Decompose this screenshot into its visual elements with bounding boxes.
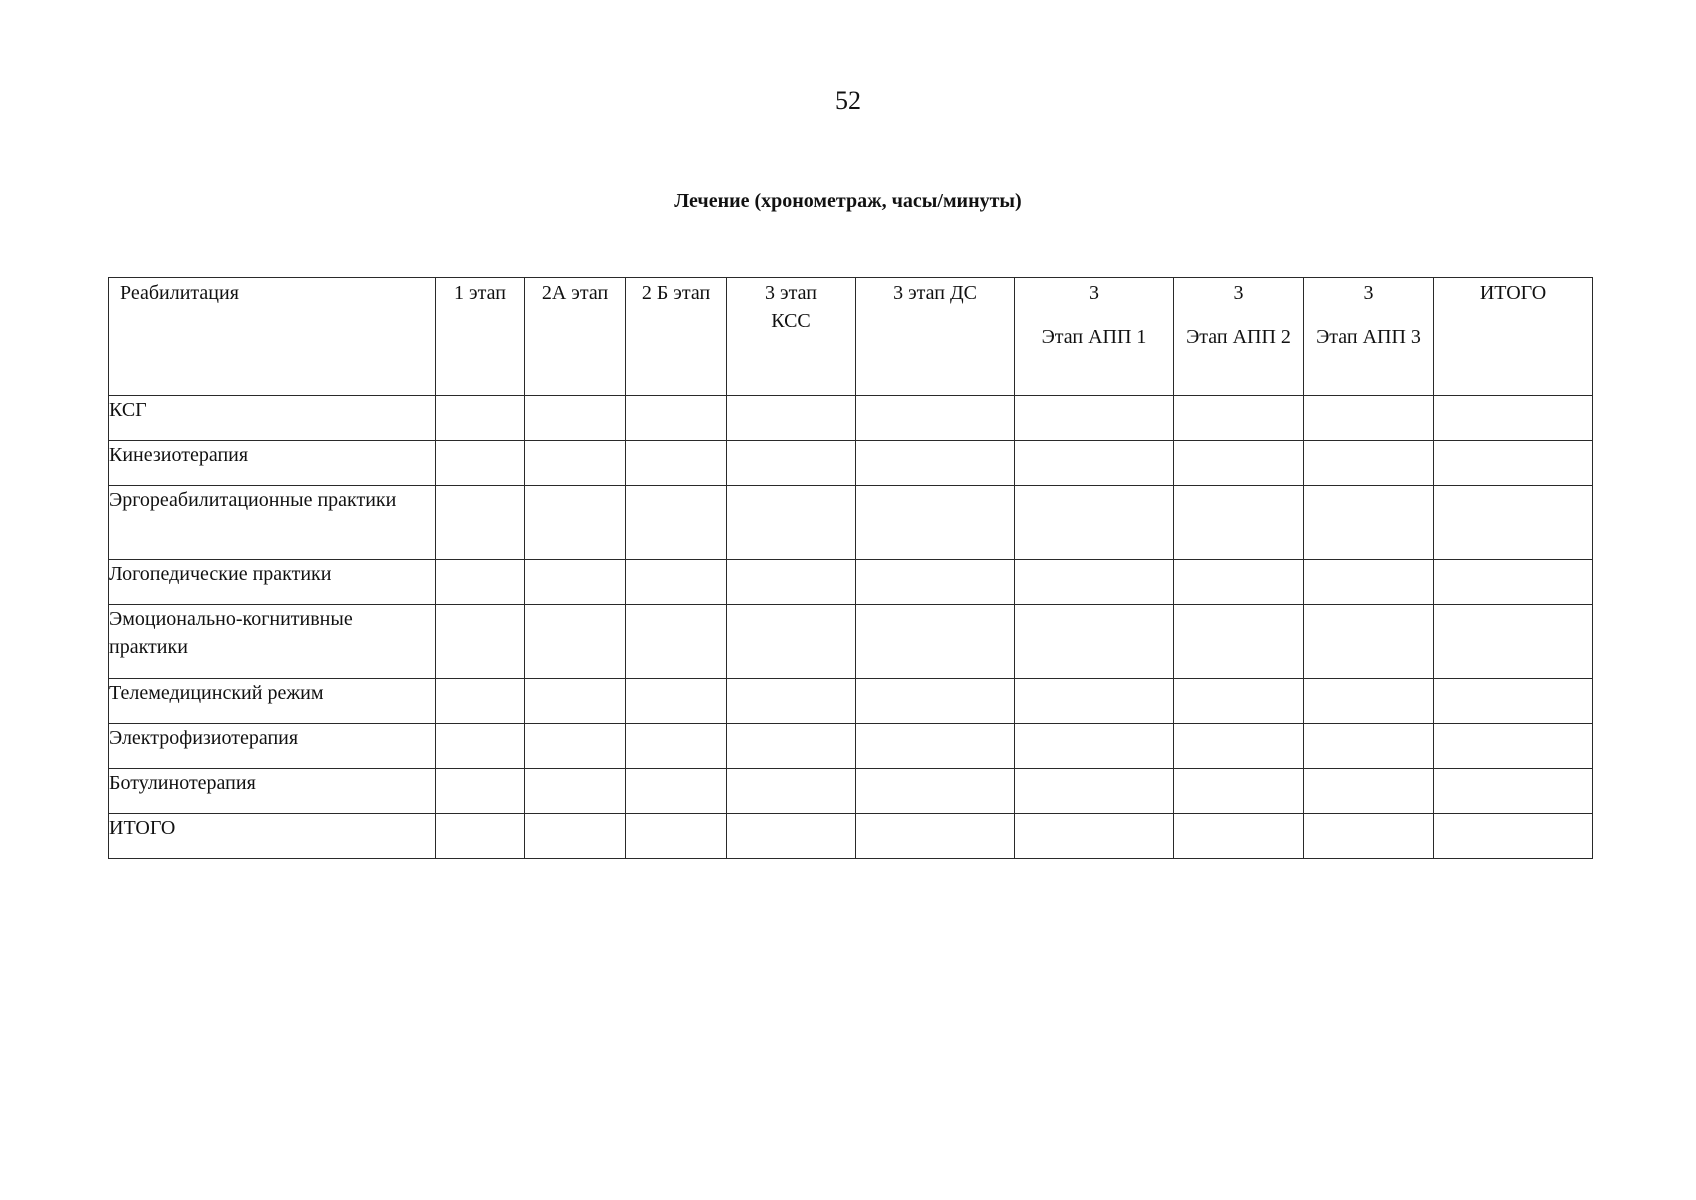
table-cell [727, 724, 856, 769]
table-cell [626, 724, 727, 769]
table-cell [626, 441, 727, 486]
table-cell [1174, 679, 1304, 724]
table-cell [856, 679, 1015, 724]
table-cell [1304, 486, 1434, 560]
column-header [856, 278, 1015, 396]
table-cell [1174, 724, 1304, 769]
column-header [1434, 278, 1593, 396]
table-cell [1304, 814, 1434, 859]
table-cell [1434, 605, 1593, 679]
table-cell [727, 605, 856, 679]
table-cell [1304, 769, 1434, 814]
table-cell [727, 486, 856, 560]
row-label: Ботулинотерапия [109, 769, 436, 814]
table-cell [626, 560, 727, 605]
row-label: ИТОГО [109, 814, 436, 859]
table-row [109, 679, 1593, 724]
table-cell [525, 605, 626, 679]
column-header-label: 3 [1363, 282, 1374, 304]
table-cell [856, 441, 1015, 486]
table-cell [727, 396, 856, 441]
table-cell [1434, 396, 1593, 441]
column-header [1015, 278, 1174, 396]
table-cell [1434, 769, 1593, 814]
column-header-label: 3 [1089, 282, 1099, 304]
table-cell [525, 441, 626, 486]
document-title: Лечение (хронометраж, часы/минуты) [674, 190, 1022, 212]
table-cell [1015, 605, 1174, 679]
column-header [436, 278, 525, 396]
table-cell [1015, 679, 1174, 724]
table-cell [1015, 769, 1174, 814]
table-cell [436, 441, 525, 486]
column-header [1174, 278, 1304, 396]
table-cell [626, 486, 727, 560]
table-cell [1434, 814, 1593, 859]
table-cell [856, 605, 1015, 679]
table-cell [1015, 396, 1174, 441]
table-cell [1174, 605, 1304, 679]
table-cell [1304, 724, 1434, 769]
row-label: Логопедические практики [109, 560, 436, 605]
column-header-label: 2А этап [541, 282, 609, 304]
row-label: Кинезиотерапия [109, 441, 436, 486]
table-cell [1304, 396, 1434, 441]
table-cell [1304, 441, 1434, 486]
row-label: Телемедицинский режим [109, 679, 436, 724]
table-cell [436, 724, 525, 769]
table-cell [856, 396, 1015, 441]
table-cell [525, 396, 626, 441]
table-cell [856, 724, 1015, 769]
column-header-label: 2 Б этап [641, 282, 711, 304]
table-row [109, 769, 1593, 814]
table-cell [1434, 560, 1593, 605]
column-header [1304, 278, 1434, 396]
table-row [109, 560, 1593, 605]
table-cell [1174, 769, 1304, 814]
table-cell [727, 441, 856, 486]
table-cell [727, 560, 856, 605]
column-header-label: Реабилитация [120, 282, 239, 304]
table-cell [436, 560, 525, 605]
table-cell [856, 769, 1015, 814]
row-label: КСГ [109, 396, 436, 441]
table-cell [525, 724, 626, 769]
column-header-label: 3 этап КСС [765, 282, 817, 332]
table-cell [1434, 724, 1593, 769]
table-cell [436, 486, 525, 560]
row-label: Электрофизиотерапия [109, 724, 436, 769]
column-header-label: 1 этап [454, 282, 506, 304]
column-header-label: 3 этап ДС [893, 282, 977, 304]
table-cell [1434, 486, 1593, 560]
column-header-label: 3 [1233, 282, 1244, 304]
table-row [109, 605, 1593, 679]
table-cell [856, 560, 1015, 605]
row-label: Эмоционально-когнитивные практики [109, 605, 436, 679]
table-row [109, 814, 1593, 859]
column-header-sublabel: Этап АПП 2 [1186, 326, 1291, 348]
table-cell [1015, 441, 1174, 486]
column-header-sublabel: Этап АПП 1 [1041, 326, 1147, 348]
table-cell [1304, 560, 1434, 605]
table-cell [436, 605, 525, 679]
table-cell [626, 679, 727, 724]
treatment-timing-table [108, 277, 1593, 859]
table-cell [1174, 486, 1304, 560]
table-cell [626, 814, 727, 859]
table-cell [436, 814, 525, 859]
table-cell [1434, 679, 1593, 724]
column-header [626, 278, 727, 396]
table-header-row [109, 278, 1593, 396]
table-cell [1174, 396, 1304, 441]
table-cell [436, 396, 525, 441]
table-cell [525, 814, 626, 859]
table-cell [1174, 560, 1304, 605]
column-header [525, 278, 626, 396]
table-row [109, 396, 1593, 441]
table-cell [626, 396, 727, 441]
table-cell [1015, 486, 1174, 560]
table-cell [525, 769, 626, 814]
column-header [727, 278, 856, 396]
table-cell [1174, 814, 1304, 859]
table-cell [1174, 441, 1304, 486]
table-cell [1304, 679, 1434, 724]
table-cell [525, 560, 626, 605]
table-cell [525, 679, 626, 724]
table-cell [1304, 605, 1434, 679]
table-cell [436, 769, 525, 814]
row-label: Эргореабилитационные практики [109, 486, 436, 560]
column-header-label: ИТОГО [1479, 282, 1547, 304]
table-cell [436, 679, 525, 724]
table-row [109, 724, 1593, 769]
table-cell [626, 605, 727, 679]
table-row [109, 486, 1593, 560]
table-cell [727, 814, 856, 859]
table-cell [1015, 814, 1174, 859]
column-header [109, 278, 436, 396]
table-cell [856, 814, 1015, 859]
table-cell [626, 769, 727, 814]
column-header-sublabel: Этап АПП 3 [1316, 326, 1421, 348]
table-cell [727, 769, 856, 814]
table-cell [727, 679, 856, 724]
page-number: 52 [835, 86, 861, 115]
table-cell [1015, 560, 1174, 605]
table-cell [1434, 441, 1593, 486]
table-row [109, 441, 1593, 486]
table-cell [525, 486, 626, 560]
table-cell [856, 486, 1015, 560]
table-cell [1015, 724, 1174, 769]
